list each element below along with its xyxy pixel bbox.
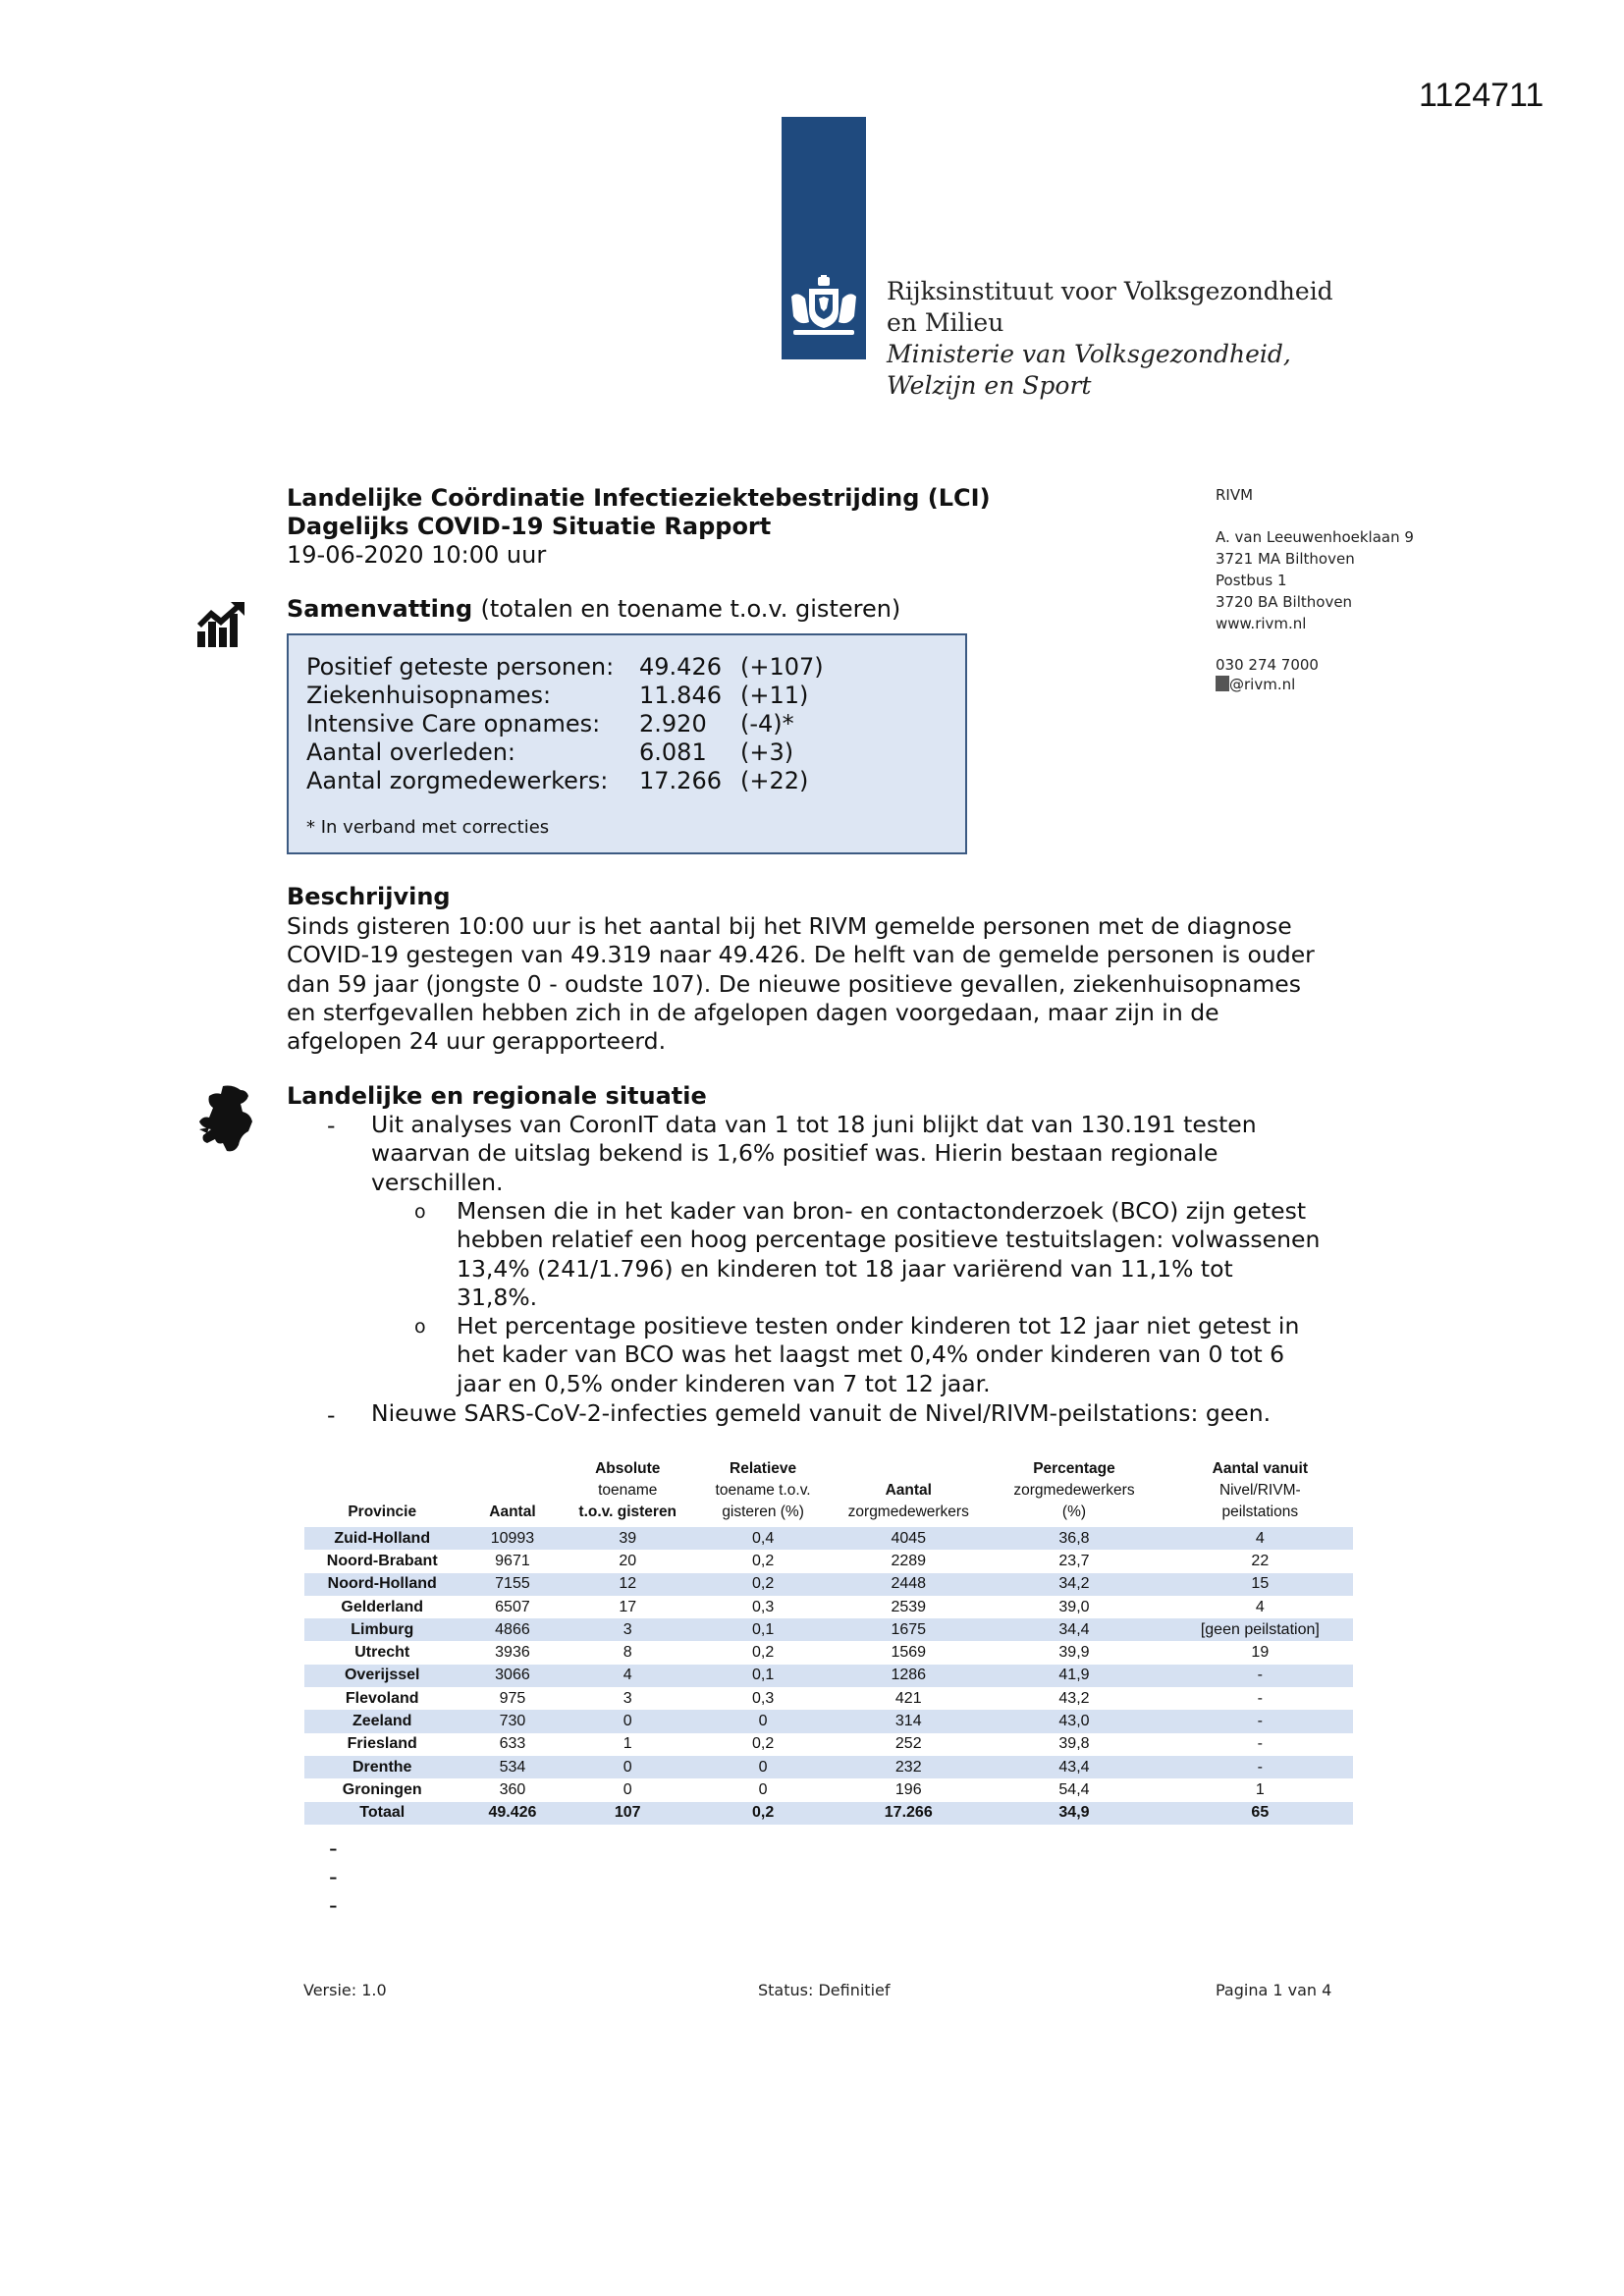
table-cell-province: Noord-Brabant <box>304 1550 460 1572</box>
description-paragraph <box>287 912 1367 1056</box>
summary-label: Ziekenhuisopnames: <box>306 682 552 709</box>
table-cell: 2289 <box>836 1550 981 1572</box>
table-cell: 1675 <box>836 1618 981 1641</box>
table-cell: 3066 <box>460 1665 565 1687</box>
table-cell: 2448 <box>836 1573 981 1596</box>
table-row <box>304 1778 1353 1801</box>
table-cell: 43,4 <box>981 1756 1166 1778</box>
summary-delta: (-4)* <box>740 710 794 738</box>
summary-label: Aantal overleden: <box>306 738 515 766</box>
sub-bullet-line: jaar en 0,5% onder kinderen van 7 tot 12 jaar. <box>457 1369 991 1397</box>
table-cell-province: Utrecht <box>304 1641 460 1664</box>
logo-ministry-line2: Welzijn en Sport <box>887 371 1092 400</box>
table-cell-province: Flevoland <box>304 1687 460 1710</box>
table-cell: 0,1 <box>690 1618 836 1641</box>
sub-bullet-bco <box>457 1197 1380 1312</box>
table-cell: - <box>1167 1710 1353 1732</box>
table-cell: 0 <box>565 1710 690 1732</box>
table-cell: 2539 <box>836 1596 981 1618</box>
table-cell: 0,2 <box>690 1733 836 1756</box>
logo-org-line1: Rijksinstituut voor Volksgezondheid <box>887 277 1333 305</box>
table-cell: 39,9 <box>981 1641 1166 1664</box>
table-cell-total: 34,9 <box>981 1802 1166 1825</box>
table-cell: 1569 <box>836 1641 981 1664</box>
table-row <box>304 1665 1353 1687</box>
table-cell: 0,2 <box>690 1573 836 1596</box>
report-datetime: 19-06-2020 10:00 uur <box>287 541 547 569</box>
table-cell: 1286 <box>836 1665 981 1687</box>
table-total-row <box>304 1802 1353 1825</box>
sidebar-phone: 030 274 7000 <box>1216 656 1319 674</box>
table-cell-total: 49.426 <box>460 1802 565 1825</box>
table-cell: 9671 <box>460 1550 565 1572</box>
table-header-row <box>304 1458 1353 1527</box>
table-cell: 39,8 <box>981 1733 1166 1756</box>
table-cell: 252 <box>836 1733 981 1756</box>
summary-value: 17.266 <box>639 767 722 794</box>
table-cell: 36,8 <box>981 1527 1166 1550</box>
table-cell: - <box>1167 1687 1353 1710</box>
table-cell: - <box>1167 1756 1353 1778</box>
statistics-icon <box>195 602 246 649</box>
sidebar-website[interactable]: www.rivm.nl <box>1216 615 1307 632</box>
report-title: Dagelijks COVID-19 Situatie Rapport <box>287 513 772 540</box>
table-cell: 17 <box>565 1596 690 1618</box>
summary-title-text: Samenvatting <box>287 595 473 623</box>
bullet-line: verschillen. <box>371 1168 504 1196</box>
empty-bullet: - <box>329 1863 338 1890</box>
table-cell-province: Noord-Holland <box>304 1573 460 1596</box>
sub-bullet-line: het kader van BCO was het laagst met 0,4% onder kinderen van 0 tot 6 <box>457 1340 1285 1369</box>
summary-label: Positief geteste personen: <box>306 653 615 681</box>
table-cell: 7155 <box>460 1573 565 1596</box>
table-cell-total: 0,2 <box>690 1802 836 1825</box>
table-row <box>304 1618 1353 1641</box>
table-cell: 0,3 <box>690 1596 836 1618</box>
table-cell-province: Zeeland <box>304 1710 460 1732</box>
sub-bullet-circle: o <box>414 1201 426 1223</box>
email-redaction <box>1216 676 1229 691</box>
province-table <box>304 1458 1353 1825</box>
table-cell: 1 <box>565 1733 690 1756</box>
table-cell: 34,4 <box>981 1618 1166 1641</box>
regional-title: Landelijke en regionale situatie <box>287 1082 707 1110</box>
table-cell: 3936 <box>460 1641 565 1664</box>
footer-page: Pagina 1 van 4 <box>1216 1981 1332 1999</box>
sub-bullet-line: 31,8%. <box>457 1283 538 1311</box>
table-cell: 0 <box>690 1778 836 1801</box>
table-cell: 39 <box>565 1527 690 1550</box>
table-cell-province: Overijssel <box>304 1665 460 1687</box>
sub-bullet-line: 13,4% (241/1.796) en kinderen tot 18 jaar variërend van 11,1% tot <box>457 1254 1233 1283</box>
col-absolute: Absolute toename t.o.v. gisteren <box>578 1460 677 1520</box>
table-row <box>304 1733 1353 1756</box>
document-id: 1124711 <box>1419 77 1544 114</box>
summary-box <box>287 633 967 854</box>
table-cell-province: Groningen <box>304 1778 460 1801</box>
sidebar-email[interactable] <box>1216 676 1295 693</box>
table-cell-total-label: Totaal <box>304 1802 460 1825</box>
table-cell: 360 <box>460 1778 565 1801</box>
empty-bullet: - <box>329 1891 338 1919</box>
table-cell: 20 <box>565 1550 690 1572</box>
table-cell: 1 <box>1167 1778 1353 1801</box>
table-cell-province: Zuid-Holland <box>304 1527 460 1550</box>
table-cell: 15 <box>1167 1573 1353 1596</box>
table-cell: 232 <box>836 1756 981 1778</box>
col-nivel: Aantal vanuit Nivel/RIVM- peilstations <box>1212 1460 1308 1520</box>
summary-subtitle: (totalen en toename t.o.v. gisteren) <box>480 595 901 623</box>
table-cell: 4045 <box>836 1527 981 1550</box>
logo-ministry-line1: Ministerie van Volksgezondheid, <box>887 340 1291 368</box>
table-cell-province: Drenthe <box>304 1756 460 1778</box>
footer-version: Versie: 1.0 <box>303 1981 387 1999</box>
sub-bullet-line: Mensen die in het kader van bron- en contactonderzoek (BCO) zijn getest <box>457 1197 1307 1225</box>
col-aantal: Aantal <box>489 1503 536 1520</box>
summary-label: Aantal zorgmedewerkers: <box>306 767 609 794</box>
table-cell-total: 107 <box>565 1802 690 1825</box>
table-cell-total: 17.266 <box>836 1802 981 1825</box>
table-cell: 4 <box>565 1665 690 1687</box>
summary-title <box>287 595 900 623</box>
table-cell: 0 <box>565 1756 690 1778</box>
summary-label: Intensive Care opnames: <box>306 710 601 738</box>
table-cell: 196 <box>836 1778 981 1801</box>
table-cell: 22 <box>1167 1550 1353 1572</box>
table-cell: - <box>1167 1665 1353 1687</box>
logo-org-line2: en Milieu <box>887 308 1004 337</box>
col-provincie: Provincie <box>348 1503 417 1520</box>
table-cell: 43,2 <box>981 1687 1166 1710</box>
table-cell: 0 <box>565 1778 690 1801</box>
table-row <box>304 1710 1353 1732</box>
table-row <box>304 1641 1353 1664</box>
table-cell-province: Limburg <box>304 1618 460 1641</box>
table-cell: 43,0 <box>981 1710 1166 1732</box>
table-cell: 0 <box>690 1710 836 1732</box>
table-cell: 0,1 <box>690 1665 836 1687</box>
footer-status: Status: Definitief <box>758 1981 891 1999</box>
table-cell: 314 <box>836 1710 981 1732</box>
bullet-coronit <box>371 1111 1353 1197</box>
table-row <box>304 1527 1353 1550</box>
summary-delta: (+3) <box>740 738 794 766</box>
summary-value: 6.081 <box>639 738 707 766</box>
sidebar-email-text: @rivm.nl <box>1229 676 1296 693</box>
bullet-nivel: Nieuwe SARS-CoV-2-infecties gemeld vanuit de Nivel/RIVM-peilstations: geen. <box>371 1399 1272 1427</box>
summary-value: 11.846 <box>639 682 722 709</box>
table-cell: 534 <box>460 1756 565 1778</box>
bullet-dash: - <box>327 1401 336 1429</box>
table-cell: 19 <box>1167 1641 1353 1664</box>
table-cell: 0,3 <box>690 1687 836 1710</box>
table-cell: 34,2 <box>981 1573 1166 1596</box>
col-zorgmedewerkers: Aantal zorgmedewerkers <box>847 1482 969 1520</box>
description-title: Beschrijving <box>287 883 451 910</box>
table-row <box>304 1756 1353 1778</box>
sidebar-address3: 3720 BA Bilthoven <box>1216 593 1353 611</box>
table-cell-province: Gelderland <box>304 1596 460 1618</box>
table-cell: 3 <box>565 1687 690 1710</box>
table-cell: 4 <box>1167 1527 1353 1550</box>
summary-delta: (+11) <box>740 682 809 709</box>
table-row <box>304 1687 1353 1710</box>
table-cell: 6507 <box>460 1596 565 1618</box>
description-line: afgelopen 24 uur gerapporteerd. <box>287 1027 667 1056</box>
sidebar-org: RIVM <box>1216 486 1254 504</box>
table-cell: 975 <box>460 1687 565 1710</box>
table-cell-total: 65 <box>1167 1802 1353 1825</box>
table-row <box>304 1596 1353 1618</box>
col-percentage: Percentage zorgmedewerkers (%) <box>1013 1460 1135 1520</box>
sub-bullet-line: Het percentage positieve testen onder kinderen tot 12 jaar niet getest in <box>457 1312 1300 1339</box>
sub-bullet-line: hebben relatief een hoog percentage positieve testuitslagen: volwassenen <box>457 1226 1321 1254</box>
table-cell: 0 <box>690 1756 836 1778</box>
table-cell: 4866 <box>460 1618 565 1641</box>
sidebar-postbus: Postbus 1 <box>1216 572 1287 589</box>
description-line: dan 59 jaar (jongste 0 - oudste 107). De nieuwe positieve gevallen, ziekenhuisopnames <box>287 969 1301 998</box>
description-line: en sterfgevallen hebben zich in de afgelopen dagen voorgedaan, maar zijn in de <box>287 998 1219 1026</box>
bullet-dash: - <box>327 1112 336 1139</box>
description-line: Sinds gisteren 10:00 uur is het aantal bij het RIVM gemelde personen met de diagnose <box>287 912 1292 940</box>
col-relatieve: Relatieve toename t.o.v. gisteren (%) <box>715 1460 811 1520</box>
bullet-line: Uit analyses van CoronIT data van 1 tot 18 juni blijkt dat van 130.191 testen <box>371 1111 1257 1138</box>
table-cell: 4 <box>1167 1596 1353 1618</box>
sidebar-address2: 3721 MA Bilthoven <box>1216 550 1355 568</box>
summary-value: 2.920 <box>639 710 707 738</box>
table-cell: 0,2 <box>690 1641 836 1664</box>
table-cell: 8 <box>565 1641 690 1664</box>
crest-icon <box>785 275 862 340</box>
sub-bullet-children <box>457 1312 1380 1398</box>
table-cell: [geen peilstation] <box>1167 1618 1353 1641</box>
table-row <box>304 1550 1353 1572</box>
table-cell: 39,0 <box>981 1596 1166 1618</box>
table-cell: 421 <box>836 1687 981 1710</box>
netherlands-map-icon <box>193 1084 260 1157</box>
table-cell: 730 <box>460 1710 565 1732</box>
summary-delta: (+22) <box>740 767 809 794</box>
summary-value: 49.426 <box>639 653 722 681</box>
table-row <box>304 1573 1353 1596</box>
table-cell: 54,4 <box>981 1778 1166 1801</box>
table-cell: 12 <box>565 1573 690 1596</box>
table-cell: 10993 <box>460 1527 565 1550</box>
report-org-title: Landelijke Coördinatie Infectieziektebestrijding (LCI) <box>287 484 991 512</box>
description-line: COVID-19 gestegen van 49.319 naar 49.426. De helft van de gemelde personen is ouder <box>287 941 1315 969</box>
table-cell-province: Friesland <box>304 1733 460 1756</box>
table-cell: 23,7 <box>981 1550 1166 1572</box>
table-cell: - <box>1167 1733 1353 1756</box>
summary-footnote: * In verband met correcties <box>306 817 550 838</box>
table-cell: 3 <box>565 1618 690 1641</box>
bullet-line: waarvan de uitslag bekend is 1,6% positief was. Hierin bestaan regionale <box>371 1139 1218 1168</box>
sidebar-address1: A. van Leeuwenhoeklaan 9 <box>1216 528 1414 546</box>
table-cell: 0,2 <box>690 1550 836 1572</box>
empty-bullet: - <box>329 1834 338 1862</box>
table-cell: 41,9 <box>981 1665 1166 1687</box>
summary-delta: (+107) <box>740 653 824 681</box>
table-cell: 0,4 <box>690 1527 836 1550</box>
sub-bullet-circle: o <box>414 1316 426 1338</box>
table-cell: 633 <box>460 1733 565 1756</box>
